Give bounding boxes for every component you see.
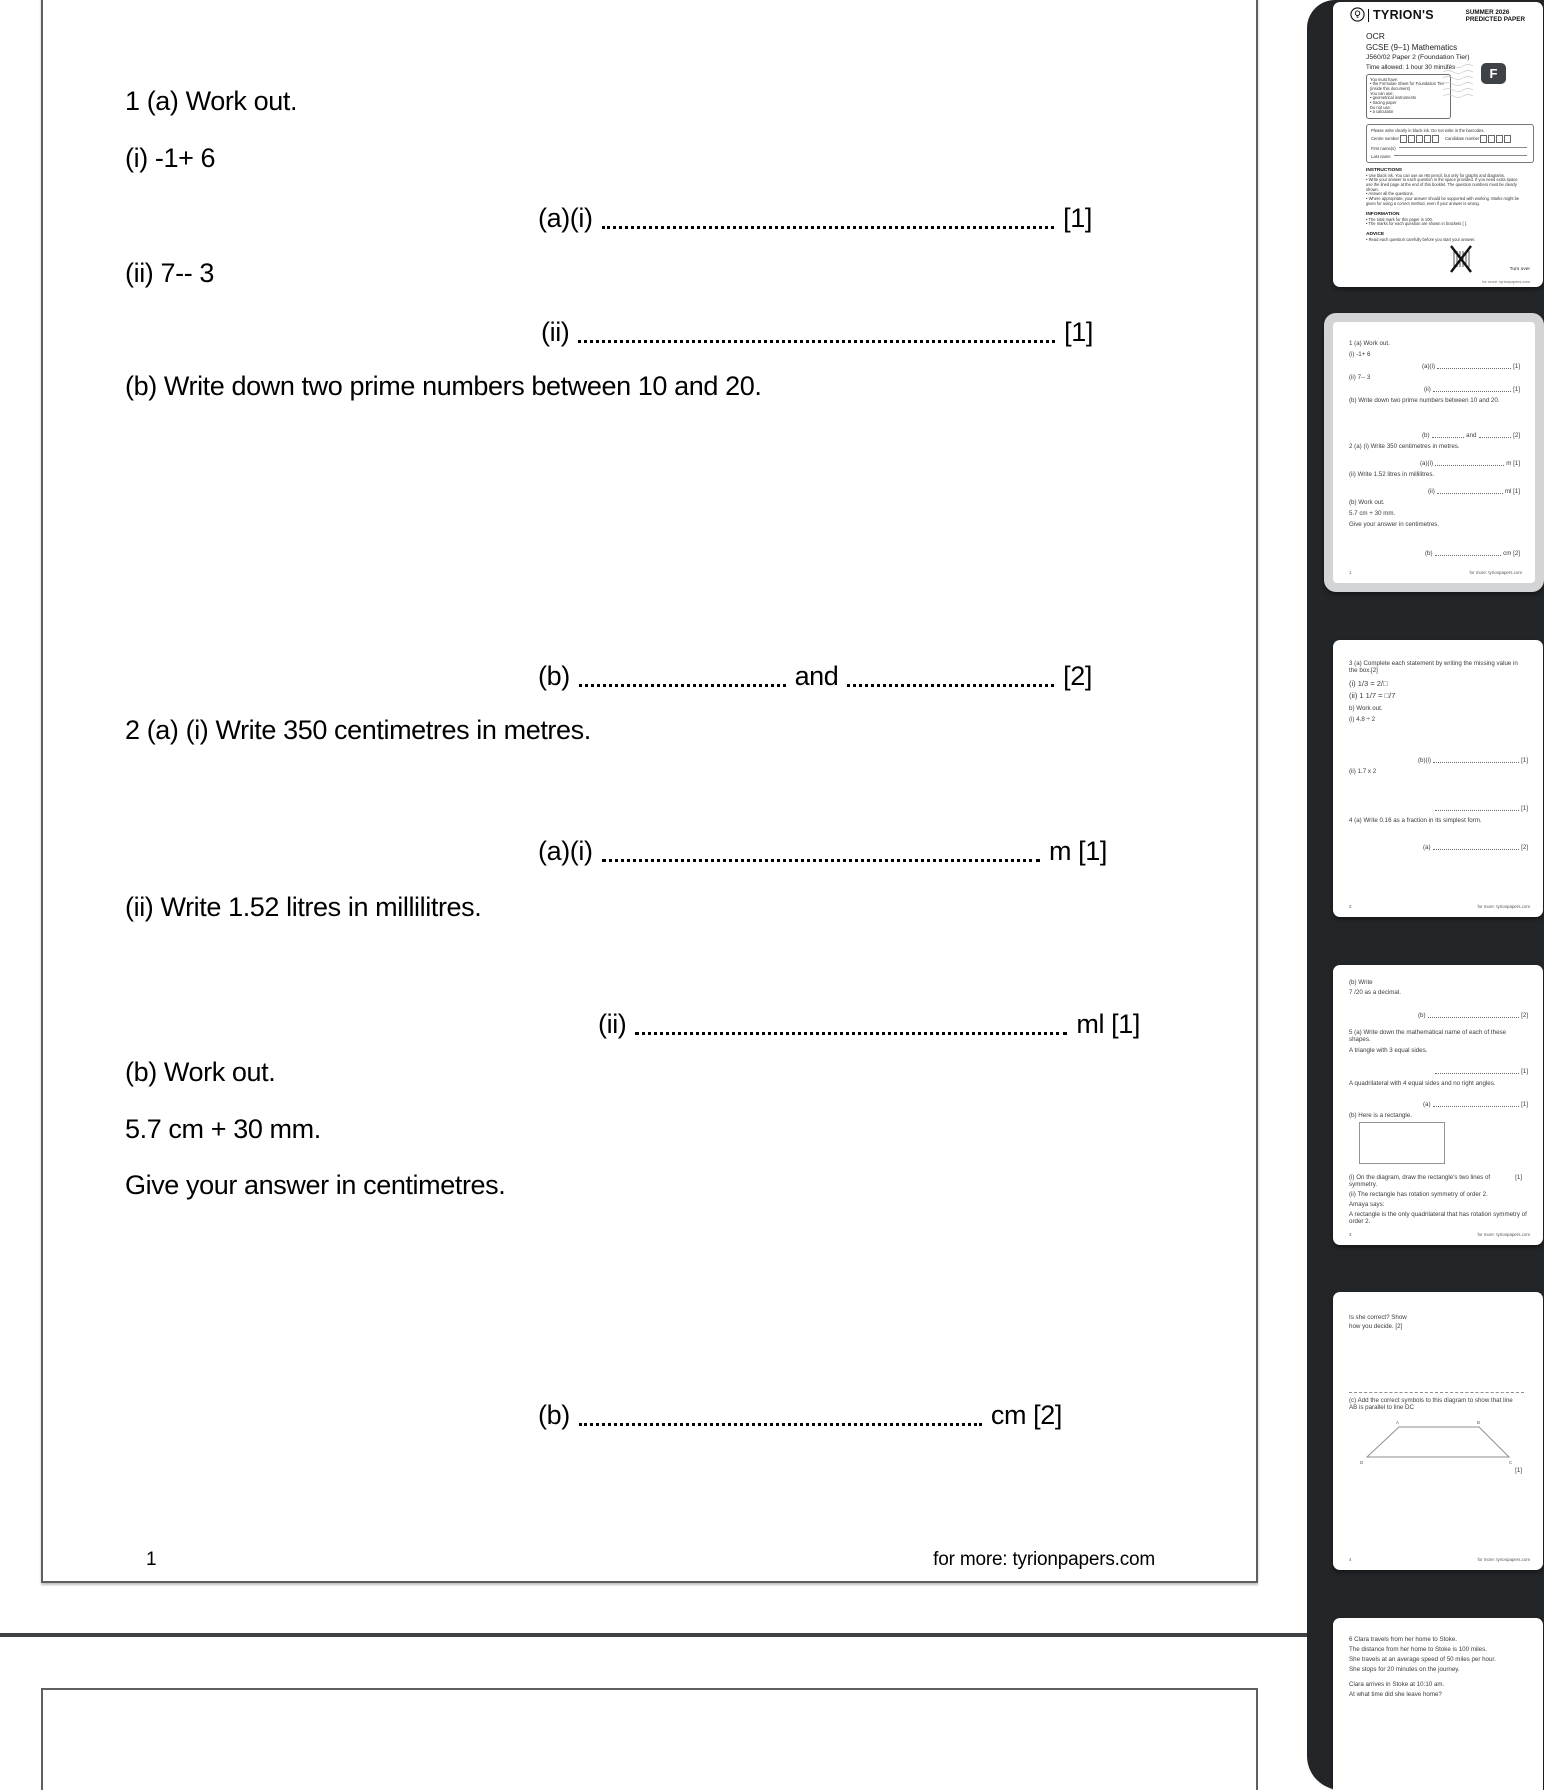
unit-and-mark: ml [1] bbox=[1076, 1009, 1140, 1039]
mini-answer-line: (b) [2] bbox=[1418, 1012, 1528, 1019]
mini-line: (b) Write bbox=[1349, 979, 1373, 986]
name-entry-line bbox=[1394, 155, 1527, 156]
qualification-title: GCSE (9–1) Mathematics bbox=[1366, 43, 1458, 52]
mini-line: 1 (a) Work out. bbox=[1349, 340, 1390, 347]
question-1-heading: 1 (a) Work out. bbox=[125, 86, 298, 116]
mini-line: 5 (a) Write down the mathematical name of each of these shapes. bbox=[1349, 1029, 1507, 1043]
question-1ii-expression: (ii) 7-- 3 bbox=[125, 258, 214, 288]
write-clearly-note: Please write clearly in black ink. Do not write in the barcodes. bbox=[1371, 127, 1485, 133]
watermark-squiggle bbox=[1441, 62, 1479, 102]
instruction-item: • Answer all the questions. bbox=[1366, 191, 1414, 197]
dotted-answer-line bbox=[602, 226, 1055, 229]
unit-and-mark: cm [2] bbox=[990, 1400, 1062, 1430]
mini-line: 2 (a) (i) Write 350 centimetres in metres. bbox=[1349, 443, 1460, 450]
mini-footer: 4 for more: tyrionpapers.com bbox=[1349, 1557, 1530, 1562]
foundation-tier-badge: F bbox=[1481, 63, 1506, 84]
and-word: and bbox=[794, 661, 839, 691]
brand-header bbox=[1350, 7, 1525, 24]
mini-fraction-line: (ii) 1 1/7 = □/7 bbox=[1349, 691, 1396, 700]
answer-label: (ii) bbox=[598, 1009, 627, 1039]
answer-line-1ai bbox=[538, 201, 1092, 235]
mini-line: She stops for 20 minutes on the journey. bbox=[1349, 1666, 1460, 1673]
mini-line: She travels at an average speed of 50 miles per hour. bbox=[1349, 1656, 1496, 1663]
mini-line: (ii) 1.7 x 2 bbox=[1349, 768, 1377, 775]
page-2-sheet bbox=[41, 1688, 1258, 1790]
answer-label: (ii) bbox=[541, 317, 570, 347]
question-1b: (b) Write down two prime numbers between 10 and 20. bbox=[125, 371, 762, 401]
mini-line: (i) -1+ 6 bbox=[1349, 351, 1371, 358]
mini-line: At what time did she leave home? bbox=[1349, 1691, 1442, 1698]
mini-line: A quadrilateral with 4 equal sides and no right angles. bbox=[1349, 1080, 1496, 1087]
footer-link: for more: tyrionpapers.com bbox=[933, 1549, 1155, 1570]
mini-line: 6 Clara travels from her home to Stoke. bbox=[1349, 1636, 1457, 1643]
mini-answer-line: (ii) ml [1] bbox=[1428, 488, 1520, 495]
mini-line: how you decide. [2] bbox=[1349, 1323, 1403, 1330]
logo-divider bbox=[1368, 9, 1369, 22]
answer-line-2aii bbox=[598, 1007, 1140, 1041]
mini-answer-line: [1] bbox=[1433, 805, 1528, 812]
answer-label: (a)(i) bbox=[538, 836, 593, 866]
question-2ii: (ii) Write 1.52 litres in millilitres. bbox=[125, 892, 482, 922]
dotted-answer-line bbox=[847, 684, 1054, 687]
dashed-working-line bbox=[1349, 1392, 1524, 1393]
mini-line: Amaya says: bbox=[1349, 1201, 1385, 1208]
answer-line-2b bbox=[538, 1398, 1062, 1432]
mini-line: (b) Write down two prime numbers between 10 and 20. bbox=[1349, 397, 1500, 404]
mini-footer: 1 for more: tyrionpapers.com bbox=[1349, 570, 1522, 575]
vertex-c-label: C bbox=[1509, 1460, 1513, 1465]
name-entry-line bbox=[1399, 147, 1527, 148]
mini-line: 4 (a) Write 0.16 as a fraction in its simplest form. bbox=[1349, 817, 1482, 824]
footer-link: for more: tyrionpapers.com bbox=[1482, 279, 1530, 284]
mini-line: 5.7 cm + 30 mm. bbox=[1349, 510, 1396, 517]
mini-line: (ii) The rectangle has rotation symmetry of order 2. bbox=[1349, 1191, 1488, 1198]
vertex-b-label: B bbox=[1477, 1420, 1481, 1425]
mini-line: (ii) Write 1.52 litres in millilitres. bbox=[1349, 471, 1435, 478]
information-item: • The marks for each question are shown in brackets [ ]. bbox=[1366, 221, 1468, 227]
mini-answer-line: (a)(i) [1] bbox=[1422, 363, 1520, 370]
trapezium-diagram bbox=[1357, 1415, 1528, 1467]
mini-answer-line: (a)(i) m [1] bbox=[1420, 460, 1520, 467]
dotted-answer-line bbox=[635, 1032, 1067, 1035]
answer-label: (b) bbox=[538, 1400, 570, 1430]
paper-code-line: J560/02 Paper 2 (Foundation Tier) bbox=[1366, 54, 1470, 61]
exam-board: OCR bbox=[1366, 31, 1385, 41]
page-1-sheet bbox=[41, 0, 1258, 1583]
dotted-answer-line bbox=[602, 859, 1040, 862]
rectangle-diagram bbox=[1359, 1122, 1445, 1164]
mini-footer: 2 for more: tyrionpapers.com bbox=[1349, 904, 1530, 909]
instructions-title: INSTRUCTIONS bbox=[1366, 167, 1402, 173]
thumbnail-page-1-selected[interactable] bbox=[1324, 313, 1544, 592]
first-name-row: First name(s) bbox=[1371, 146, 1529, 151]
dotted-answer-line bbox=[578, 340, 1055, 343]
mini-footer: 3 for more: tyrionpapers.com bbox=[1349, 1232, 1530, 1237]
thumbnail-page-3[interactable] bbox=[1333, 965, 1543, 1245]
answer-label: (b) bbox=[538, 661, 570, 691]
candidate-details-box bbox=[1366, 124, 1534, 163]
lightbulb-logo-icon bbox=[1350, 7, 1365, 24]
information-item: • The total mark for this paper is 100. bbox=[1366, 216, 1433, 222]
mini-line: 3 (a) Complete each statement by writing the missing value in the box.[2] bbox=[1349, 660, 1518, 674]
mark-badge: [1] bbox=[1064, 317, 1093, 347]
question-2b-expression: 5.7 cm + 30 mm. bbox=[125, 1114, 321, 1144]
mini-answer-line: (ii) [1] bbox=[1424, 386, 1520, 393]
unit-and-mark: m [1] bbox=[1048, 836, 1107, 866]
instruction-item: • Where appropriate, your answer should be supported with working. Marks might be given for using a correct method, even if your answer is wrong. bbox=[1366, 196, 1520, 206]
mini-line-with-mark: (i) On the diagram, draw the rectangle's two lines of symmetry. [1] bbox=[1349, 1174, 1522, 1188]
equipment-box: You must have: • the Formulae Sheet for Foundation Tier (inside this document) You can use: • geometrical instruments • tracing paper Do not use: • a calculator bbox=[1366, 74, 1451, 119]
turn-over-label: Turn over bbox=[1509, 267, 1530, 272]
question-2b-note: Give your answer in centimetres. bbox=[125, 1170, 506, 1200]
question-2b-heading: (b) Work out. bbox=[125, 1057, 276, 1087]
number-boxes-row: Centre number Candidate number bbox=[1371, 135, 1529, 143]
mini-line: The distance from her home to Stoke is 100 miles. bbox=[1349, 1646, 1487, 1653]
mini-mark: [1] bbox=[1515, 1467, 1522, 1474]
mini-answer-line: (a) [1] bbox=[1423, 1101, 1528, 1108]
mini-answer-line: (b) cm [2] bbox=[1425, 550, 1520, 557]
answer-line-2ai bbox=[538, 834, 1107, 868]
season-label: SUMMER 2026 PREDICTED PAPER bbox=[1465, 8, 1525, 23]
thumbnail-cover-page[interactable] bbox=[1333, 2, 1543, 287]
time-allowed: Time allowed: 1 hour 30 minutes bbox=[1366, 64, 1456, 71]
thumbnail-page-4[interactable] bbox=[1333, 1292, 1543, 1570]
vertex-d-label: D bbox=[1360, 1460, 1364, 1465]
mini-line: Is she correct? Show bbox=[1349, 1314, 1407, 1321]
mini-line: 7 /20 as a decimal. bbox=[1349, 989, 1401, 996]
mini-answer-line: (a) [2] bbox=[1423, 844, 1528, 851]
mini-line: Clara arrives in Stoke at 10:10 am. bbox=[1349, 1681, 1445, 1688]
advice-title: ADVICE bbox=[1366, 231, 1385, 237]
answer-label: (a)(i) bbox=[538, 203, 593, 233]
mini-line: A rectangle is the only quadrilateral that has rotation symmetry of order 2. bbox=[1349, 1211, 1527, 1225]
mini-line: Give your answer in centimetres. bbox=[1349, 521, 1440, 528]
mark-badge: [2] bbox=[1063, 661, 1092, 691]
mini-line: (ii) 7-- 3 bbox=[1349, 374, 1371, 381]
page-divider bbox=[0, 1633, 1308, 1637]
mini-answer-line: (b) and [2] bbox=[1422, 432, 1520, 439]
answer-line-1aii bbox=[541, 315, 1093, 349]
answer-line-1b bbox=[538, 659, 1092, 693]
advice-item: • Read each question carefully before you start your answer. bbox=[1366, 236, 1476, 242]
thumbnail-page-2[interactable] bbox=[1333, 640, 1543, 917]
instruction-item: • Write your answer to each question in the space provided. If you need extra space use the lined page at the end of this booklet. The question numbers must be clearly shown. bbox=[1366, 177, 1518, 192]
dotted-answer-line bbox=[579, 684, 786, 687]
candidate-number-box bbox=[1480, 135, 1487, 143]
question-1i-expression: (i) -1+ 6 bbox=[125, 143, 216, 173]
information-title: INFORMATION bbox=[1366, 211, 1400, 217]
dotted-answer-line bbox=[579, 1423, 982, 1426]
mini-line: (b) Here is a rectangle. bbox=[1349, 1112, 1412, 1119]
brand-name: TYRION'S bbox=[1373, 8, 1434, 22]
page-number: 1 bbox=[146, 1549, 157, 1570]
mini-line: A triangle with 3 equal sides. bbox=[1349, 1047, 1428, 1054]
mini-line: (b) Work out. bbox=[1349, 499, 1385, 506]
mini-answer-line: (b)(i) [1] bbox=[1418, 757, 1528, 764]
instruction-item: • Use black ink. You can use an HB pencil, but only for graphs and diagrams. bbox=[1366, 172, 1506, 178]
centre-number-box bbox=[1400, 135, 1407, 143]
vertex-a-label: A bbox=[1396, 1420, 1400, 1425]
mini-line: b) Work out. bbox=[1349, 705, 1383, 712]
mark-badge: [1] bbox=[1063, 203, 1092, 233]
mini-answer-line: [1] bbox=[1433, 1068, 1528, 1075]
mini-fraction-line: (i) 1/3 = 2/□ bbox=[1349, 679, 1388, 688]
mini-line: (i) 4.8 ÷ 2 bbox=[1349, 716, 1376, 723]
thumbnail-page-5[interactable] bbox=[1333, 1618, 1543, 1790]
mini-line: (c) Add the correct symbols to this diagram to show that line AB is parallel to line DC bbox=[1349, 1397, 1513, 1411]
last-name-row: Last name bbox=[1371, 154, 1529, 159]
question-2-heading: 2 (a) (i) Write 350 centimetres in metres. bbox=[125, 715, 591, 745]
